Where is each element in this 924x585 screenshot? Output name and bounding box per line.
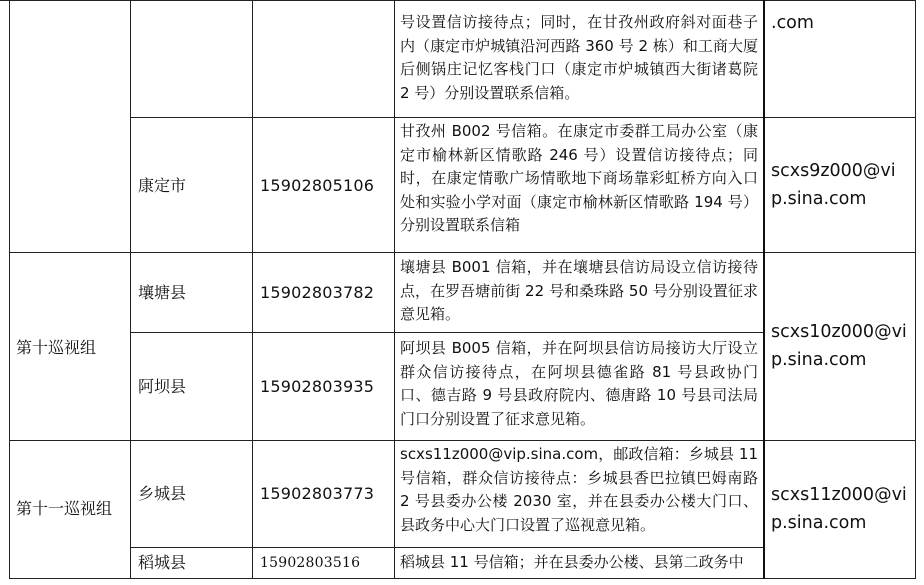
contact-description: 甘孜州 B002 号信箱。在康定市委群工局办公室（康定市榆林新区情歌路 246 号）设置信访接待点；同时，在康定情歌广场情歌地下商场靠彩虹桥方向入口处和实验小学对面（康定市榆林新区情歌路 194 号）分别设置联系信箱 <box>400 122 758 235</box>
county-name: 阿坝县 <box>138 377 187 396</box>
column-divider <box>763 0 765 579</box>
email-address: .com <box>771 13 814 33</box>
column-divider <box>130 0 131 579</box>
contact-description: 号设置信访接待点；同时，在甘孜州政府斜对面巷子内（康定市炉城镇沿河西路 360 号 2 栋）和工商大厦后侧锅庄记忆客栈门口（康定市炉城镇西大街诸葛院 2 号）分别设置联系信箱。 <box>400 13 758 102</box>
row-divider <box>130 547 764 548</box>
inspection-group: 第十巡视组 <box>16 338 97 357</box>
row-divider <box>9 578 916 579</box>
contact-description: 稻城县 11 号信箱；并在县委办公楼、县第二政务中 <box>400 553 744 571</box>
email-address: scxs10z000@vip.sina.com <box>771 322 907 370</box>
county-name: 壤塘县 <box>138 283 187 302</box>
row-divider <box>0 0 916 1</box>
county-name: 康定市 <box>138 176 187 195</box>
phone-number: 15902803782 <box>260 283 375 302</box>
email-address: scxs11z000@vip.sina.com <box>771 485 907 533</box>
column-divider <box>252 0 253 579</box>
column-divider <box>915 0 916 579</box>
inspection-group: 第十一巡视组 <box>16 499 113 518</box>
row-divider <box>9 252 916 253</box>
email-address: scxs9z000@vip.sina.com <box>771 161 896 209</box>
phone-number: 15902803773 <box>260 484 375 503</box>
county-name: 稻城县 <box>138 553 187 572</box>
column-divider <box>394 0 395 579</box>
row-divider <box>130 117 916 118</box>
phone-number: 15902805106 <box>260 176 375 195</box>
column-divider <box>9 0 10 579</box>
county-name: 乡城县 <box>138 484 187 503</box>
contact-description: 壤塘县 B001 信箱，并在壤塘县信访局设立信访接待点，在罗吾塘前街 22 号和桑珠路 50 号分别设置征求意见箱。 <box>400 258 758 324</box>
row-divider <box>9 440 916 441</box>
phone-number: 15902803516 <box>260 555 361 571</box>
phone-number: 15902803935 <box>260 377 375 396</box>
contact-description: 阿坝县 B005 信箱，并在阿坝县信访局接访大厅设立群众信访接待点，在阿坝县德雀路 81 号县政协门口、德吉路 9 号县政府院内、德唐路 10 号县司法局门口分别设置了征求意见箱。 <box>400 339 758 428</box>
row-divider <box>130 332 764 333</box>
contact-description: scxs11z000@vip.sina.com，邮政信箱：乡城县 11 号信箱，群众信访接待点：乡城县香巴拉镇巴姆南路 2 号县委办公楼 2030 室，并在县委办公楼大门口、县政务中心大门口设置了巡视意见箱。 <box>400 445 758 534</box>
